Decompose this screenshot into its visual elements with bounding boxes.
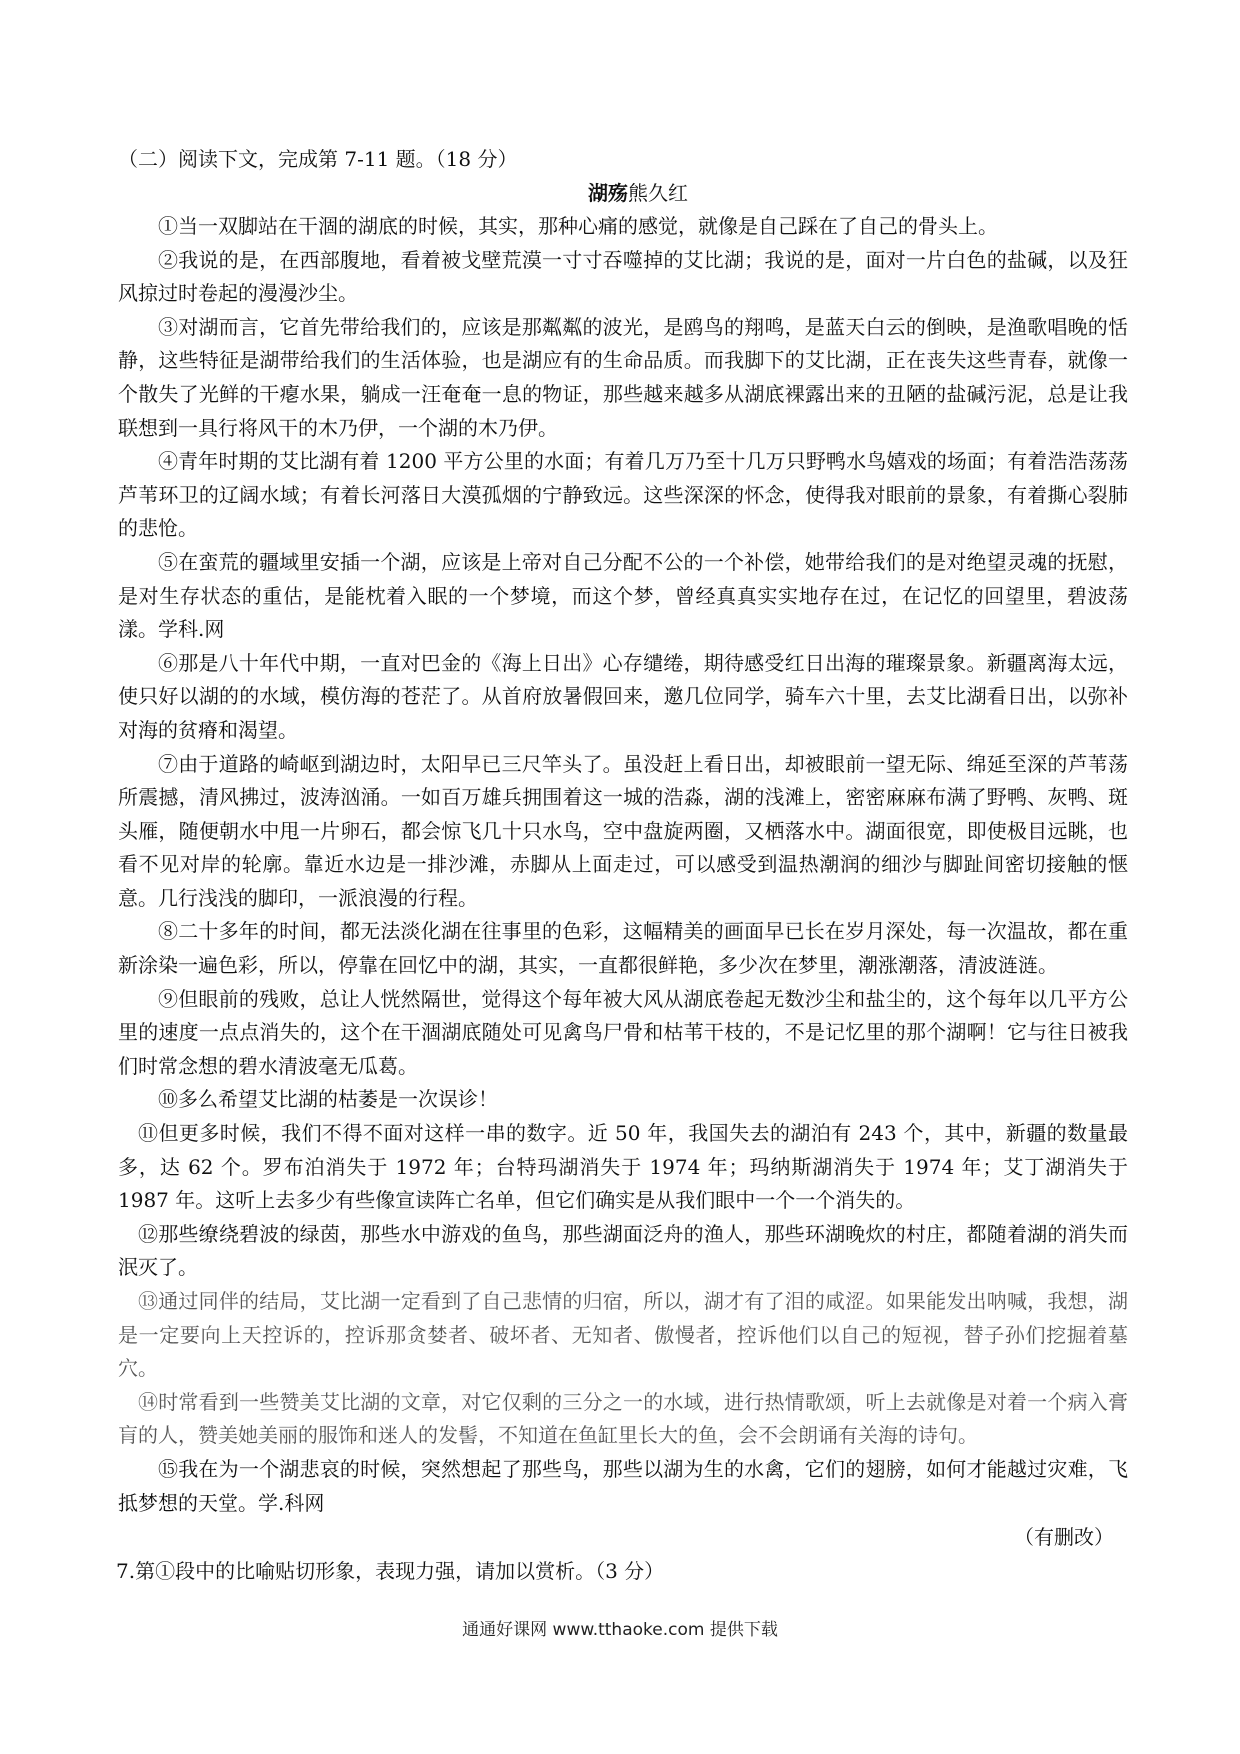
paragraph-6: ⑥那是八十年代中期，一直对巴金的《海上日出》心存缱绻，期待感受红日出海的璀璨景象。新疆离海太远，使只好以湖的的水域，模仿海的苍茫了。从首府放暑假回来，邀几位同学，骑车六十里，去艾比湖看日出，以弥补对海的贫瘠和渴望。 (118, 650, 1128, 742)
paragraph-4: ④青年时期的艾比湖有着 1200 平方公里的水面；有着几万乃至十几万只野鸭水鸟嬉戏的场面；有着浩浩荡荡芦苇环卫的辽阔水域；有着长河落日大漠孤烟的宁静致远。这些深深的怀念，使得我对眼前的景象，有着撕心裂肺的悲怆。 (118, 449, 1128, 541)
paragraph-15: ⑮我在为一个湖悲哀的时候，突然想起了那些鸟，那些以湖为生的水禽，它们的翅膀，如何才能越过灾难，飞抵梦想的天堂。学.科网 (118, 1456, 1128, 1515)
paragraph-1: ①当一双脚站在干涸的湖底的时候，其实，那种心痛的感觉，就像是自己踩在了自己的骨头上。 (158, 214, 998, 238)
question-7: 7.第①段中的比喻贴切形象，表现力强，请加以赏析。（3 分） (116, 1559, 665, 1584)
paragraph-13: ⑬通过同伴的结局，艾比湖一定看到了自己悲情的归宿，所以，湖才有了泪的咸涩。如果能发出呐喊，我想，湖是一定要向上天控诉的，控诉那贪婪者、破坏者、无知者、傲慢者，控诉他们以自己的短视，替子孙们挖掘着墓穴。 (118, 1289, 1128, 1381)
article-title-main: 湖殇 (588, 181, 628, 205)
paragraph-14: ⑭时常看到一些赞美艾比湖的文章，对它仅剩的三分之一的水域，进行热情歌颂，听上去就像是对着一个病入膏肓的人，赞美她美丽的服饰和迷人的发髻，不知道在鱼缸里长大的鱼，会不会朗诵有关海的诗句。 (118, 1389, 1128, 1448)
paragraph-7: ⑦由于道路的崎岖到湖边时，太阳早已三尺竿头了。虽没赶上看日出，却被眼前一望无际、绵延至深的芦苇荡所震撼，清风拂过，波涛汹涌。一如百万雄兵拥围着这一城的浩淼，湖的浅滩上，密密麻麻布满了野鸭、灰鸭、斑头雁，随便朝水中甩一片卵石，都会惊飞几十只水鸟，空中盘旋两圈，又栖落水中。湖面很宽，即使极目远眺，也看不见对岸的轮廓。靠近水边是一排沙滩，赤脚从上面走过，可以感受到温热潮润的细沙与脚趾间密切接触的惬意。几行浅浅的脚印，一派浪漫的行程。 (118, 751, 1128, 910)
paragraph-9: ⑨但眼前的残败，总让人恍然隔世，觉得这个每年被大风从湖底卷起无数沙尘和盐尘的，这个每年以几平方公里的速度一点点消失的，这个在干涸湖底随处可见禽鸟尸骨和枯苇干枝的，不是记忆里的那个湖啊！它与往日被我们时常念想的碧水清波毫无瓜葛。 (118, 986, 1128, 1078)
footer-watermark: 通通好课网 www.tthaoke.com 提供下载 (462, 1620, 778, 1640)
article-title (118, 176, 1128, 210)
paragraph-12: ⑫那些缭绕碧波的绿茵，那些水中游戏的鱼鸟，那些湖面泛舟的渔人，那些环湖晚炊的村庄，都随着湖的消失而泯灭了。 (118, 1221, 1128, 1280)
paragraph-3: ③对湖而言，它首先带给我们的，应该是那粼粼的波光，是鸥鸟的翔鸣，是蓝天白云的倒映，是渔歌唱晚的恬静，这些特征是湖带给我们的生活体验，也是湖应有的生命品质。而我脚下的艾比湖，正在丧失这些青春，就像一个散失了光鲜的干瘪水果，躺成一汪奄奄一息的物证，那些越来越多从湖底裸露出来的丑陋的盐碱污泥，总是让我联想到一具行将风干的木乃伊，一个湖的木乃伊。 (118, 314, 1128, 440)
document-content (118, 142, 1128, 1588)
paragraph-2: ②我说的是，在西部腹地，看着被戈壁荒漠一寸寸吞噬掉的艾比湖；我说的是，面对一片白色的盐碱，以及狂风掠过时卷起的漫漫沙尘。 (118, 247, 1128, 306)
article-author: 熊久红 (628, 181, 688, 205)
source-note: （有删改） (1014, 1525, 1114, 1550)
paragraph-5: ⑤在蛮荒的疆域里安插一个湖，应该是上帝对自己分配不公的一个补偿，她带给我们的是对绝望灵魂的抚慰，是对生存状态的重估，是能枕着入眠的一个梦境，而这个梦，曾经真真实实地存在过，在记忆的回望里，碧波荡漾。学科.网 (118, 549, 1128, 642)
paragraph-8: ⑧二十多年的时间，都无法淡化湖在往事里的色彩，这幅精美的画面早已长在岁月深处，每一次温故，都在重新涂染一遍色彩，所以，停靠在回忆中的湖，其实，一直都很鲜艳，多少次在梦里，潮涨潮落，清波涟涟。 (118, 919, 1128, 978)
paragraph-10: ⑩多么希望艾比湖的枯萎是一次误诊！ (158, 1087, 498, 1112)
section-heading: （二）阅读下文，完成第 7-11 题。（18 分） (118, 147, 518, 171)
paragraph-11: ⑪但更多时候，我们不得不面对这样一串的数字。近 50 年，我国失去的湖泊有 243 个，其中，新疆的数量最多，达 62 个。罗布泊消失于 1972 年；台特玛湖消失于 1974 年；玛纳斯湖消失于 1974 年；艾丁湖消失于 1987 年。这听上去多少有些像宣读阵亡名单，但它们确实是从我们眼中一个一个消失的。 (118, 1121, 1128, 1213)
